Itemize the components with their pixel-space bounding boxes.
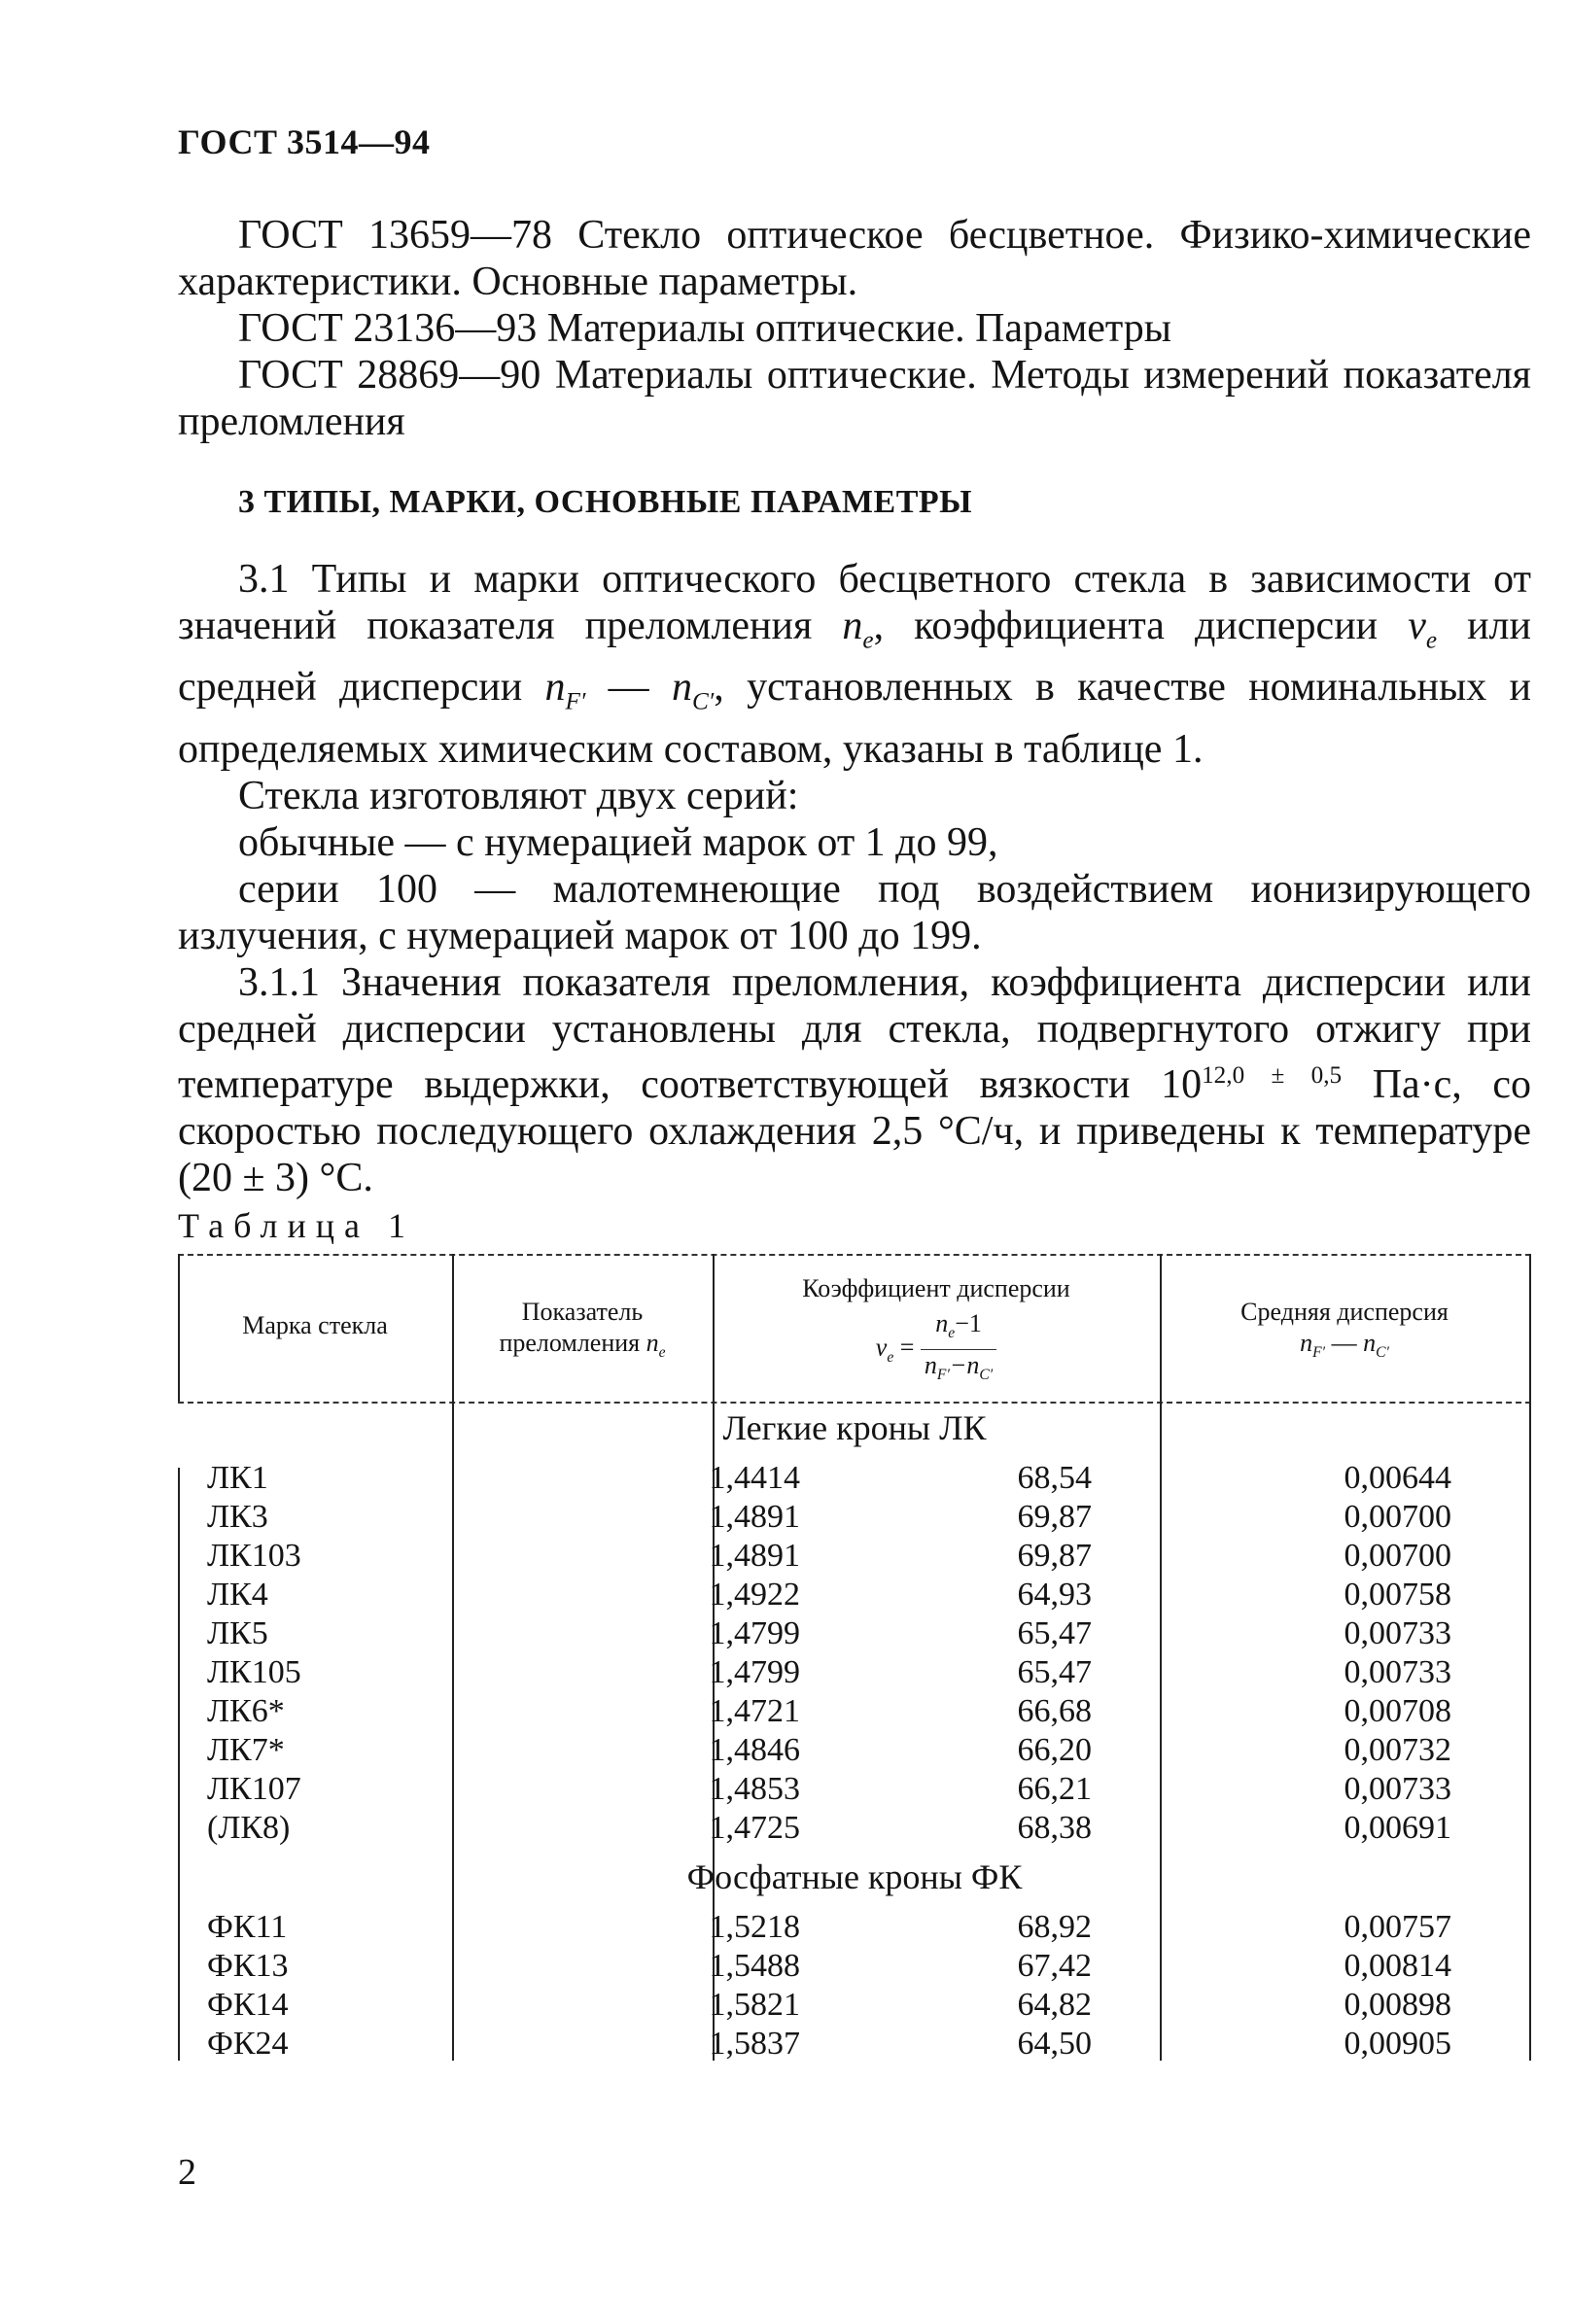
cell-refractive-index: 1,4853 [709, 1771, 800, 1807]
header-refractive-index: Показатель преломления $n_e$ [499, 1298, 666, 1362]
cell-dispersion-coefficient: 65,47 [1017, 1615, 1092, 1651]
cell-brand: ФК24 [207, 2026, 289, 2062]
reference-item: ГОСТ 28869—90 Материалы оптические. Методы измерений показателя преломления [178, 353, 1531, 444]
cell-brand: ФК13 [207, 1948, 289, 1984]
table-row [178, 1538, 1531, 1577]
table-row [178, 1810, 1531, 1849]
cell-brand: ЛК3 [207, 1499, 268, 1535]
reference-item: ГОСТ 23136—93 Материалы оптические. Параметры [238, 306, 1172, 351]
cell-brand: ЛК107 [207, 1771, 301, 1807]
cell-mean-dispersion: 0,00708 [1344, 1693, 1451, 1729]
cell-mean-dispersion: 0,00733 [1344, 1615, 1451, 1651]
table-row [178, 1654, 1531, 1693]
table-header-separator [178, 1402, 1531, 1404]
table-caption: Таблица 1 [178, 1206, 415, 1245]
cell-brand: ЛК1 [207, 1460, 268, 1496]
cell-brand: ЛК5 [207, 1615, 268, 1651]
cell-refractive-index: 1,5837 [709, 2026, 800, 2062]
cell-brand: ЛК105 [207, 1654, 301, 1690]
references-block [178, 212, 1531, 445]
cell-mean-dispersion: 0,00733 [1344, 1771, 1451, 1807]
cell-mean-dispersion: 0,00758 [1344, 1577, 1451, 1613]
header-brand: Марка стекла [242, 1311, 388, 1339]
table-row [178, 2026, 1531, 2064]
group-heading: Легкие кроны ЛК [722, 1408, 987, 1447]
cell-dispersion-coefficient: 66,21 [1017, 1771, 1092, 1807]
cell-mean-dispersion: 0,00733 [1344, 1654, 1451, 1690]
section-body [178, 556, 1531, 1201]
cell-dispersion-coefficient: 67,42 [1017, 1948, 1092, 1984]
table-row [178, 1693, 1531, 1732]
cell-brand: ЛК4 [207, 1577, 268, 1613]
cell-dispersion-coefficient: 64,50 [1017, 2026, 1092, 2062]
cell-dispersion-coefficient: 68,54 [1017, 1460, 1092, 1496]
cell-mean-dispersion: 0,00905 [1344, 2026, 1451, 2062]
section-title: 3 ТИПЫ, МАРКИ, ОСНОВНЫЕ ПАРАМЕТРЫ [238, 484, 973, 520]
cell-dispersion-coefficient: 65,47 [1017, 1654, 1092, 1690]
cell-refractive-index: 1,4799 [709, 1654, 800, 1690]
cell-refractive-index: 1,4414 [709, 1460, 800, 1496]
group-heading: Фосфатные кроны ФК [686, 1857, 1023, 1896]
table-row [178, 1577, 1531, 1615]
reference-item: ГОСТ 13659—78 Стекло оптическое бесцветное. Физико-химические характеристики. Основные параметры. [178, 213, 1531, 304]
paragraph-series-intro: Стекла изготовляют двух серий: [238, 773, 799, 818]
cell-refractive-index: 1,5821 [709, 1987, 800, 2023]
cell-dispersion-coefficient: 69,87 [1017, 1499, 1092, 1535]
cell-brand: (ЛК8) [207, 1810, 291, 1846]
cell-mean-dispersion: 0,00814 [1344, 1948, 1451, 1984]
paragraph-3-1-1: 3.1.1 Значения показателя преломления, коэффициента дисперсии или средней дисперсии установлены для стекла, подвергнутого отжигу при температуре выдержки, соответствующей вязкости $10^{12,0 \pm 0,5}$ Па·с, со скоростью последующего охлаждения 2,5 °С/ч, и приведены к температуре (20 ± 3) °С. [178, 959, 1531, 1200]
table-row [178, 1987, 1531, 2026]
cell-refractive-index: 1,4846 [709, 1732, 800, 1768]
paragraph-series-100: серии 100 — малотемнеющие под воздействием ионизирующего излучения, с нумерацией марок от 100 до 199. [178, 866, 1531, 958]
header-mean-dispersion: Средняя дисперсия $n_{F'}$ — $n_{C'}$ [1240, 1298, 1449, 1362]
cell-brand: ЛК7* [207, 1732, 285, 1768]
table-row [178, 1948, 1531, 1987]
cell-refractive-index: 1,5218 [709, 1909, 800, 1945]
table-row [178, 1771, 1531, 1810]
cell-mean-dispersion: 0,00700 [1344, 1538, 1451, 1574]
cell-brand: ФК14 [207, 1987, 289, 2023]
cell-refractive-index: 1,5488 [709, 1948, 800, 1984]
paragraph-series-ordinary: обычные — с нумерацией марок от 1 до 99, [238, 819, 998, 865]
cell-dispersion-coefficient: 68,38 [1017, 1810, 1092, 1846]
table-row [178, 1732, 1531, 1771]
table-top-border [178, 1254, 1531, 1256]
table-row [178, 1615, 1531, 1654]
glass-table [178, 1254, 1531, 2061]
table-row [178, 1460, 1531, 1499]
page-number: 2 [178, 2152, 196, 2193]
cell-mean-dispersion: 0,00898 [1344, 1987, 1451, 2023]
cell-dispersion-coefficient: 69,87 [1017, 1538, 1092, 1574]
cell-refractive-index: 1,4721 [709, 1693, 800, 1729]
cell-refractive-index: 1,4891 [709, 1538, 800, 1574]
header-dispersion-coefficient: Коэффициент дисперсии $\nu_e$ = $\frac{n_e-1}{n_{F'}-n_{C'}}$ [713, 1273, 1160, 1391]
cell-mean-dispersion: 0,00732 [1344, 1732, 1451, 1768]
cell-brand: ФК11 [207, 1909, 288, 1945]
cell-refractive-index: 1,4799 [709, 1615, 800, 1651]
cell-dispersion-coefficient: 68,92 [1017, 1909, 1092, 1945]
cell-dispersion-coefficient: 66,68 [1017, 1693, 1092, 1729]
cell-mean-dispersion: 0,00691 [1344, 1810, 1451, 1846]
cell-brand: ЛК6* [207, 1693, 285, 1729]
paragraph-3-1: 3.1 Типы и марки оптического бесцветного стекла в зависимости от значений показателя преломления $n_e$, коэффициента дисперсии $\nu_e$ или средней дисперсии $n_{F'}$ — $n_{C'}$, установленных в качестве номинальных и определяемых химическим составом, указаны в таблице 1. [178, 557, 1531, 772]
cell-brand: ЛК103 [207, 1538, 301, 1574]
cell-mean-dispersion: 0,00700 [1344, 1499, 1451, 1535]
cell-dispersion-coefficient: 66,20 [1017, 1732, 1092, 1768]
cell-dispersion-coefficient: 64,93 [1017, 1577, 1092, 1613]
cell-dispersion-coefficient: 64,82 [1017, 1987, 1092, 2023]
table-row [178, 1909, 1531, 1948]
cell-mean-dispersion: 0,00644 [1344, 1460, 1451, 1496]
cell-mean-dispersion: 0,00757 [1344, 1909, 1451, 1945]
cell-refractive-index: 1,4922 [709, 1577, 800, 1613]
document-header: ГОСТ 3514—94 [178, 122, 431, 161]
cell-refractive-index: 1,4725 [709, 1810, 800, 1846]
dispersion-formula: $\frac{n_e-1}{n_{F'}-n_{C'}}$ [921, 1308, 996, 1391]
cell-refractive-index: 1,4891 [709, 1499, 800, 1535]
table-row [178, 1499, 1531, 1538]
